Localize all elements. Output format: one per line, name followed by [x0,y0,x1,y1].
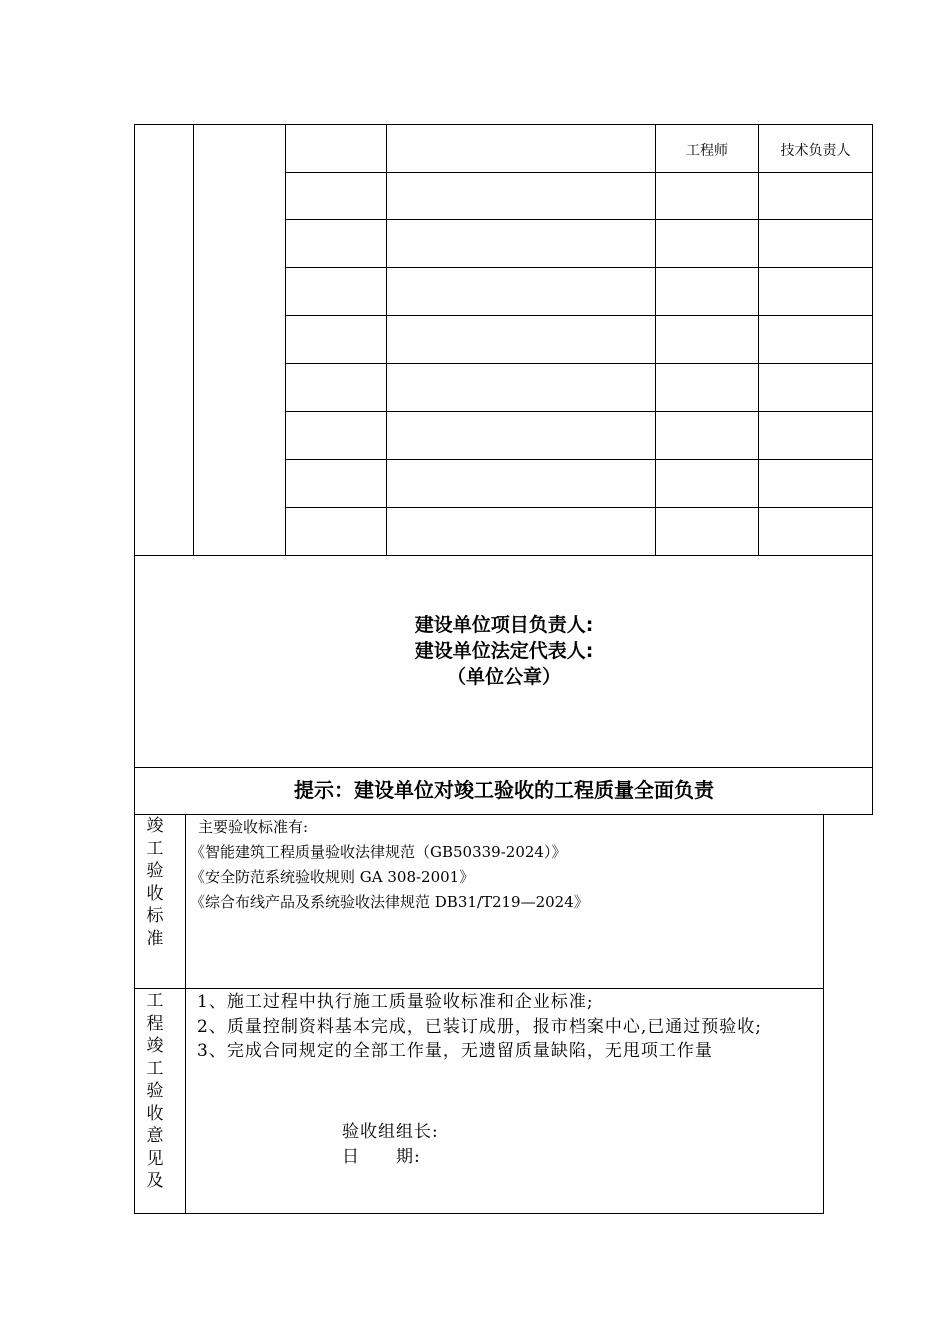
standards-intro: 主要验收标准有: [198,818,309,836]
label-char: 收 [146,1103,164,1124]
table-border-left [134,814,135,1214]
label-char: 程 [146,1013,164,1034]
legal-rep-label: 建设单位法定代表人: [414,640,594,662]
table-col-divider [758,124,759,555]
label-char: 工 [146,991,164,1011]
table-row-divider [285,172,873,173]
label-char: 验 [146,1081,164,1101]
opinion-label [143,990,167,1193]
label-char: 及 [146,1171,164,1191]
table-col-divider [285,124,286,555]
table-row-divider [285,363,873,364]
project-leader-label: 建设单位项目负责人: [414,614,594,636]
table-col-divider [185,814,186,1214]
label-char: 竣 [146,1036,164,1056]
label-char: 见 [146,1148,164,1169]
label-char: 准 [146,928,164,949]
opinion-content [197,990,817,1064]
opinion-item: 1、施工过程中执行施工质量验收标准和企业标准; [197,992,594,1012]
standards-label [143,815,167,950]
table-row-divider [285,267,873,268]
table-row-divider [134,555,873,556]
table-col-divider [655,124,656,555]
label-char: 竣 [146,816,164,836]
standard-item: 《综合布线产品及系统验收法律规范 DB31/T219—2024》 [190,893,589,911]
table-row-divider [285,507,873,508]
table-col-divider [386,124,387,555]
standard-item: 《智能建筑工程质量验收法律规范（GB50339-2024）》 [190,843,567,861]
label-char: 标 [146,906,164,926]
table-border-top [134,124,873,125]
label-char: 工 [146,838,164,859]
table-col-divider [193,124,194,555]
header-tech-lead: 技术负责人 [780,143,851,159]
table-row-divider [285,315,873,316]
label-char: 意 [146,1126,164,1146]
table-border-right [872,124,873,815]
opinion-item: 3、完成合同规定的全部工作量，无遗留质量缺陷，无甩项工作量 [197,1041,713,1061]
table-border-left [134,124,135,815]
table-row-divider [285,219,873,220]
header-engineer: 工程师 [686,143,728,159]
table-row-divider [285,411,873,412]
table-border-bottom [134,1213,824,1214]
opinion-item: 2、质量控制资料基本完成，已装订成册，报市档案中心,已通过预验收; [197,1016,762,1037]
table-row-divider [134,988,824,989]
table-row-divider [285,459,873,460]
label-char: 收 [146,883,164,904]
table-border-right [823,814,824,1214]
hint-text: 提示：建设单位对竣工验收的工程质量全面负责 [294,778,714,802]
standard-item: 《安全防范系统验收规则 GA 308-2001》 [190,868,475,886]
owner-signature-block [135,612,873,690]
date-label: 日 期: [342,1147,421,1167]
seal-label: （单位公章） [446,666,561,688]
acceptance-leader-label: 验收组组长: [342,1122,439,1142]
standards-content [190,815,589,915]
label-char: 验 [146,861,164,881]
label-char: 工 [146,1058,164,1079]
table-row-divider [134,767,873,768]
